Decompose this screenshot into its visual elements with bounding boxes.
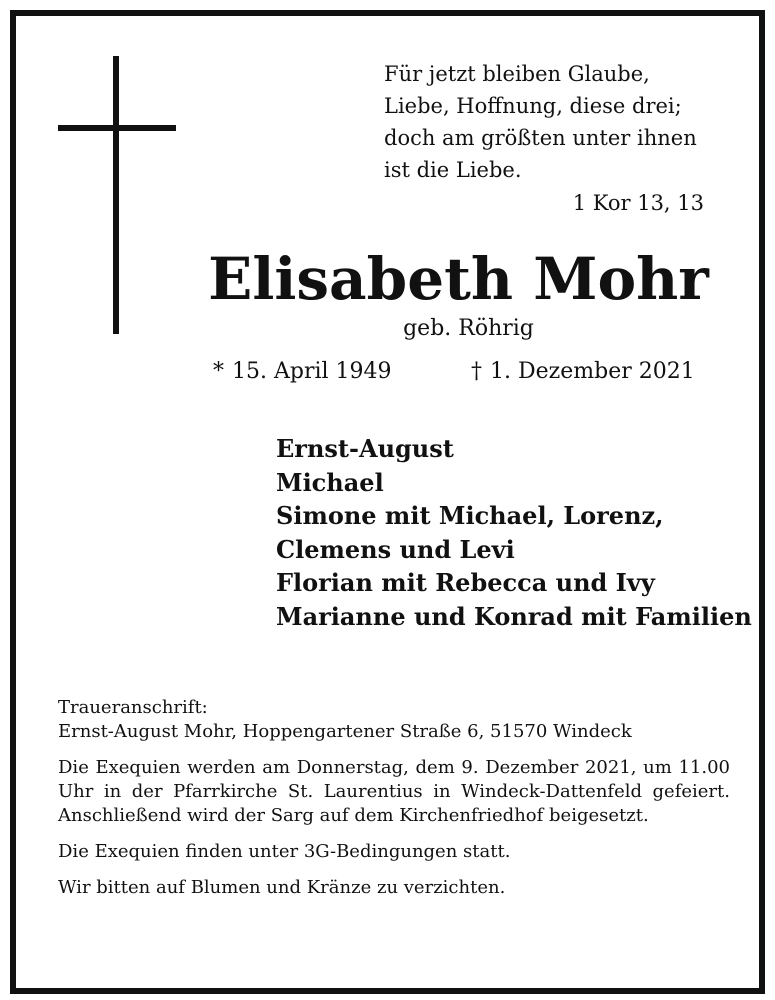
verse-line: Für jetzt bleiben Glaube, bbox=[384, 62, 650, 86]
verse-line: Liebe, Hoffnung, diese drei; bbox=[384, 94, 682, 118]
death-symbol: † bbox=[471, 359, 482, 384]
verse-line: ist die Liebe. bbox=[384, 158, 522, 182]
birth-date: 15. April 1949 bbox=[232, 359, 392, 384]
deceased-name: Elisabeth Mohr bbox=[208, 245, 709, 313]
mourners-list bbox=[276, 432, 752, 633]
verse-reference: 1 Kor 13, 13 bbox=[572, 191, 704, 215]
mourner-line: Florian mit Rebecca und Ivy bbox=[276, 568, 655, 597]
mourner-line: Ernst-August bbox=[276, 434, 454, 463]
cross-horizontal-bar bbox=[58, 125, 176, 131]
death-date: 1. Dezember 2021 bbox=[490, 359, 695, 384]
mourning-address bbox=[58, 696, 730, 744]
service-details: Die Exequien werden am Donnerstag, dem 9. Dezember 2021, um 11.00 Uhr in der Pfarrkirche St. Laurentius in Windeck-Dattenfeld gefeiert. Anschließend wird der Sarg auf dem Kirchenfriedhof beigesetzt. bbox=[58, 757, 730, 826]
death-date-line bbox=[471, 356, 695, 388]
covid-note: Die Exequien finden unter 3G-Bedingungen statt. bbox=[58, 841, 511, 862]
flowers-note: Wir bitten auf Blumen und Kränze zu verzichten. bbox=[58, 877, 506, 898]
mourner-line: Michael bbox=[276, 467, 384, 497]
verse-line: doch am größten unter ihnen bbox=[384, 126, 697, 150]
mourner-line: Clemens und Levi bbox=[276, 534, 515, 564]
funeral-information bbox=[58, 696, 730, 912]
mourner-line: Marianne und Konrad mit Familien bbox=[276, 601, 752, 631]
address-text: Ernst-August Mohr, Hoppengartener Straße 6, 51570 Windeck bbox=[58, 721, 632, 742]
maiden-name: geb. Röhrig bbox=[403, 316, 534, 341]
birth-symbol: * bbox=[213, 359, 224, 384]
birth-date-line bbox=[213, 356, 392, 388]
address-label: Traueranschrift: bbox=[58, 697, 208, 718]
bible-verse bbox=[384, 58, 724, 186]
mourner-line: Simone mit Michael, Lorenz, bbox=[276, 501, 664, 530]
obituary-card bbox=[10, 10, 765, 994]
